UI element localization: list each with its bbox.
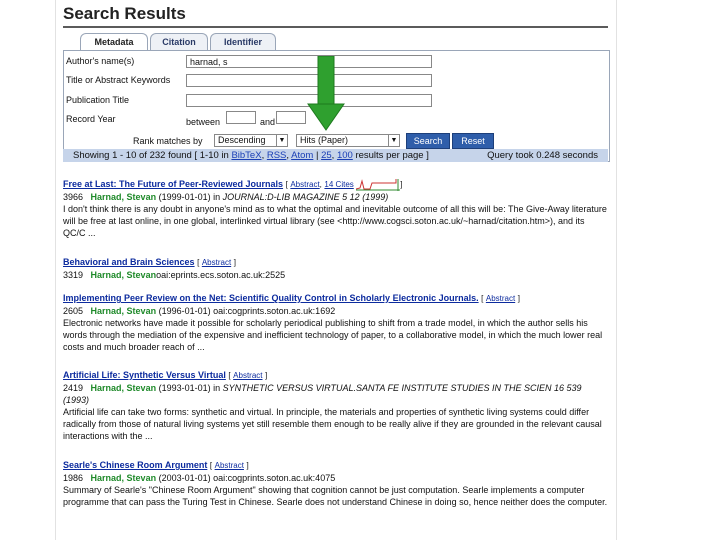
result-item: Implementing Peer Review on the Net: Scientific Quality Control in Scholarly Electronic Journals. [ Abstract ] 2605 Harnad, Stevan (1996-01-01) oai:cogprints.soton.ac.uk:1692 Electronic networks have made it possible for scholarly periodical publishing to shift from a trade model, in which the author sells his words through the mediation of the expensive and inefficient technology of paper, to a collaborative model, in which the much lower real costs and much broader reach of ... [63, 292, 608, 353]
result-snippet: Summary of Searle's "Chinese Room Argument" showing that cognition cannot be just computation. Searle implements a computer programme that can pass the Turing Test in Chinese. Searle does not understand Chinese in doing so, hence neither does the computer. [63, 485, 608, 507]
reset-button[interactable]: Reset [452, 133, 494, 149]
and-label: and [260, 117, 276, 127]
result-item: Behavioral and Brain Sciences [ Abstract ] 3319 Harnad, Stevanoai:eprints.ecs.soton.ac.uk:2525 [63, 257, 286, 280]
result-identifier: oai:eprints.ecs.soton.ac.uk:2525 [156, 270, 286, 280]
author-link[interactable]: Harnad, Stevan [90, 306, 157, 316]
per-page-25-link[interactable]: 25 [321, 150, 332, 161]
abstract-link[interactable]: Abstract [214, 461, 244, 470]
result-item: Artificial Life: Synthetic Versus Virtual [ Abstract ] 2419 Harnad, Stevan (1993-01-01) in SYNTHETIC VERSUS VIRTUAL.SANTA FE INSTITUTE STUDIES IN THE SCIEN 16 539 (1993) Artificial life can take two forms: synthetic and virtual. In principle, the materials and properties of synthetic living systems could differ radically from those of natural living systems yet still resemble them enough to be really alive if they are grounded in the relevant causal interactions with the ... [63, 369, 608, 442]
between-label: between [186, 117, 221, 127]
record-year-label: Record Year [66, 114, 116, 124]
separator: , [286, 150, 290, 161]
result-date: (1996-01-01) oai:cogprints.soton.ac.uk:1692 [158, 306, 336, 316]
hit-count: 2419 [63, 383, 84, 393]
bibtex-link[interactable]: BibTeX [231, 150, 262, 161]
result-title-link[interactable]: Free at Last: The Future of Peer-Reviewed Journals [63, 179, 284, 189]
authors-input[interactable]: harnad, s [186, 55, 432, 68]
result-date: (1993-01-01) in [158, 383, 221, 393]
rss-link[interactable]: RSS [266, 150, 287, 161]
result-snippet: Artificial life can take two forms: synthetic and virtual. In principle, the materials and properties of synthetic living systems could differ radically from those of natural living systems yet still resemble them enough to be really alive if they are grounded in the relevant causal interactions with the ... [63, 407, 602, 441]
abstract-link[interactable]: Abstract [201, 258, 232, 267]
atom-link[interactable]: Atom [291, 150, 314, 161]
year-from-input[interactable] [226, 111, 256, 124]
hit-count: 3966 [63, 192, 84, 202]
authors-label: Author's name(s) [66, 56, 135, 66]
chevron-down-icon: ▼ [388, 135, 399, 146]
results-status-bar [63, 149, 608, 162]
rank-order-value: Descending [218, 135, 266, 145]
author-link[interactable]: Harnad, Stevan [90, 192, 157, 202]
abstract-link[interactable]: Abstract [233, 371, 263, 380]
journal-ref: JOURNAL:D-LIB MAGAZINE 5 12 (1999) [222, 192, 389, 202]
publication-title-label: Publication Title [66, 95, 130, 105]
year-to-input[interactable] [276, 111, 306, 124]
journal-ref: SYNTHETIC VERSUS VIRTUAL.SANTA FE INSTITUTE STUDIES IN THE SCIEN 16 539 (1993) [63, 383, 582, 405]
tab-identifier[interactable]: Identifier [210, 33, 276, 50]
cites-link[interactable]: 14 Cites [324, 180, 354, 189]
hit-count: 2605 [63, 306, 84, 316]
green-arrow-annotation [306, 56, 346, 132]
result-item: Searle's Chinese Room Argument [ Abstract ] 1986 Harnad, Stevan (2003-01-01) oai:cogprints.soton.ac.uk:4075 Summary of Searle's "Chinese Room Argument" showing that cognition cannot be just computation. Searle implements a computer programme that can pass the Turing Test in Chinese. Searle does not understand Chinese in doing so, hence neither does the computer. [63, 460, 608, 507]
result-date: (1999-01-01) in [158, 192, 221, 202]
result-title-link[interactable]: Searle's Chinese Room Argument [63, 460, 208, 470]
result-title-link[interactable]: Behavioral and Brain Sciences [63, 257, 195, 267]
result-snippet: Electronic networks have made it possible for scholarly periodical publishing to shift from a trade model, in which the author sells his words through the mediation of the expensive and inefficient technology of paper, to a collaborative model, in which the much lower real costs and much broader reach of ... [63, 318, 603, 352]
result-title-link[interactable]: Artificial Life: Synthetic Versus Virtual [63, 370, 226, 380]
per-page-100-link[interactable]: 100 [336, 150, 353, 161]
separator: | [315, 150, 319, 161]
rank-field-value: Hits (Paper) [300, 135, 349, 145]
rank-label: Rank matches by [133, 136, 203, 146]
citation-sparkline-icon [356, 179, 400, 191]
per-page-label: results per page ] [355, 150, 429, 161]
rank-order-select[interactable] [214, 134, 288, 147]
result-date: (2003-01-01) oai:cogprints.soton.ac.uk:4075 [158, 473, 336, 483]
result-snippet: I don't think there is any doubt in anyone's mind as to what the optimal and inevitable outcome of all this will be: The Give-Away literature will be free at last online, in one global, interlinked virtual library (see <http://www.cogsci.soton.ac.uk/~harnad/citation.htm>), and its QC/C ... [63, 204, 607, 238]
title-keywords-label: Title or Abstract Keywords [66, 75, 171, 85]
tab-citation[interactable]: Citation [150, 33, 208, 50]
page-title: Search Results [63, 4, 186, 23]
chevron-down-icon: ▼ [276, 135, 287, 146]
query-time: Query took 0.248 seconds [487, 150, 598, 161]
abstract-link[interactable]: Abstract [485, 294, 516, 303]
author-link[interactable]: Harnad, Stevan [90, 383, 157, 393]
result-item: Free at Last: The Future of Peer-Reviewed Journals [ Abstract, 14 Cites ] 3966 Harnad, Stevan (1999-01-01) in JOURNAL:D-LIB MAGAZINE 5 12 (1999) I don't think there is any doubt in anyone's mind as to what the optimal and inevitable outcome of all this will be: The Give-Away literature will be free at last online, in one global, interlinked virtual library (see <http://www.cogsci.soton.ac.uk/~harnad/citation.htm>), and its QC/C ... [63, 179, 607, 238]
title-divider [63, 26, 608, 28]
result-title-link[interactable]: Implementing Peer Review on the Net: Scientific Quality Control in Scholarly Electronic Journals. [63, 293, 479, 303]
hit-count: 1986 [63, 473, 84, 483]
separator: , [331, 150, 335, 161]
results-count: Showing 1 - 10 of 232 found [ 1-10 in [73, 150, 229, 161]
search-button[interactable]: Search [406, 133, 450, 149]
author-link[interactable]: Harnad, Stevan [90, 270, 157, 280]
author-link[interactable]: Harnad, Stevan [90, 473, 157, 483]
hit-count: 3319 [63, 270, 84, 280]
rank-field-select[interactable] [296, 134, 400, 147]
abstract-link[interactable]: Abstract [290, 180, 320, 189]
separator: , [261, 150, 265, 161]
tab-metadata[interactable]: Metadata [80, 33, 148, 50]
